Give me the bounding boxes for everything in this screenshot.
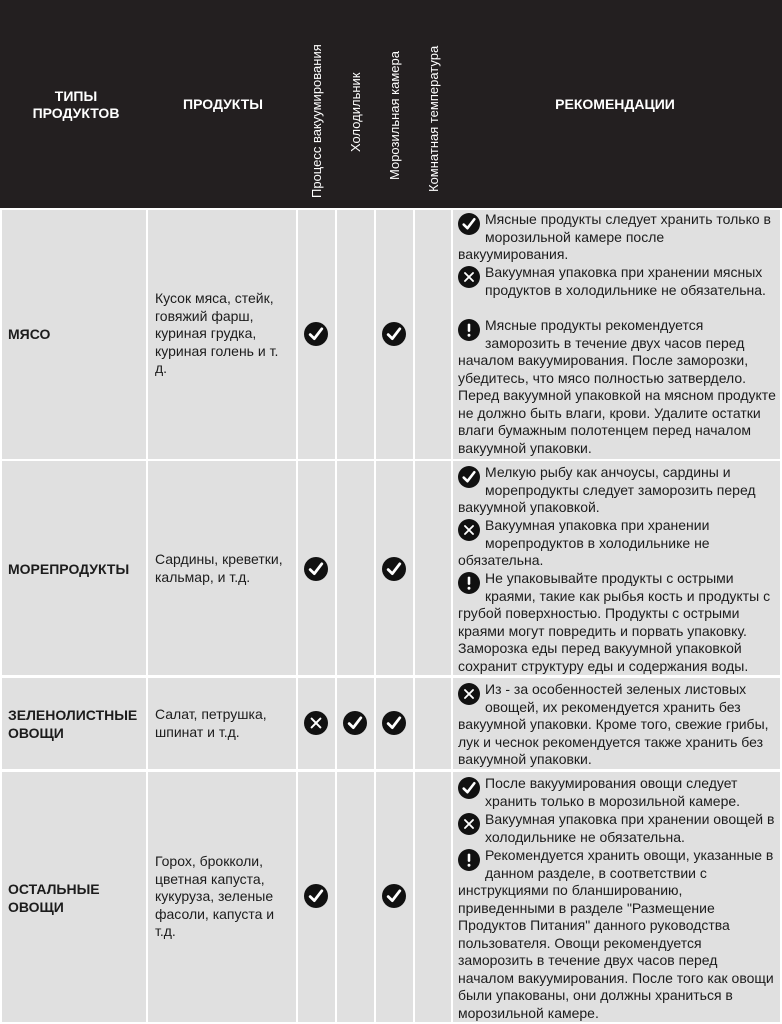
row-seafood-rec-1 bbox=[458, 464, 776, 517]
header-room-temp: Комнатная температура bbox=[426, 45, 441, 192]
header-products: ПРОДУКТЫ bbox=[183, 96, 263, 112]
row-seafood-rec-2 bbox=[458, 517, 776, 570]
row-meat-rec-1 bbox=[458, 211, 776, 264]
cross-icon bbox=[458, 683, 480, 705]
row-veg-rec-1 bbox=[458, 775, 776, 810]
row-greens-fridge-check-icon bbox=[343, 711, 367, 735]
check-icon bbox=[458, 466, 480, 488]
warning-icon bbox=[458, 319, 480, 341]
cross-icon bbox=[458, 266, 480, 288]
row-seafood-room-cell bbox=[415, 461, 451, 675]
row-veg-products: Горох, брокколи, цветная капуста, кукуруза, зеленые фасоли, капуста и т.д. bbox=[155, 853, 275, 939]
rec-text: После вакуумирования овощи следует хранить только в морозильной камере. bbox=[485, 775, 741, 809]
row-meat-rec-3 bbox=[458, 317, 776, 457]
row-veg-fridge-cell bbox=[337, 772, 374, 1022]
row-greens-category: ЗЕЛЕНОЛИСТНЫЕ ОВОЩИ bbox=[8, 707, 138, 741]
row-greens-vacuum-cross-icon bbox=[304, 711, 328, 735]
row-greens-rec-1 bbox=[458, 681, 776, 769]
row-greens-room-cell bbox=[415, 678, 451, 769]
rec-text: Мясные продукты следует хранить только в морозильной камере после вакуумирования. bbox=[458, 211, 771, 262]
row-seafood-vacuum-check-icon bbox=[304, 557, 328, 581]
header-fridge: Холодильник bbox=[348, 72, 363, 152]
row-meat-products: Кусок мяса, стейк, говяжий фарш, куриная грудка, куриная голень и т. д. bbox=[155, 290, 279, 376]
row-meat-category: МЯСО bbox=[8, 326, 51, 342]
header-recommendations: РЕКОМЕНДАЦИИ bbox=[555, 96, 675, 112]
row-veg-rec-3 bbox=[458, 847, 776, 1022]
check-icon bbox=[458, 213, 480, 235]
header-freezer: Морозильная камера bbox=[387, 51, 402, 180]
row-meat-vacuum-check-icon bbox=[304, 322, 328, 346]
rec-text: Вакуумная упаковка при хранении морепродуктов в холодильнике не обязательна. bbox=[458, 517, 710, 568]
warning-icon bbox=[458, 849, 480, 871]
rec-text: Не упаковывайте продукты с острыми краями, такие как рыбья кость и продукты с грубой поверхностью. Продукты с острыми краями могут повредить и порвать упаковку. Заморозка еды перед вакуумной упаковкой сохранит структуру еды и содержания воды. bbox=[458, 570, 771, 674]
row-veg-room-cell bbox=[415, 772, 451, 1022]
row-seafood-products: Сардины, креветки, кальмар, и т.д. bbox=[155, 551, 283, 585]
row-veg-vacuum-check-icon bbox=[304, 884, 328, 908]
rec-text: Рекомендуется хранить овощи, указанные в данном разделе, в соответствии с инструкциями по бланшированию, приведенными в разделе "Размещение Продуктов Питания" данного руководства пользователя. Овощи рекомендуется заморозить в течение двух часов перед началом вакуумирования. После того как овощи были упакованы, они должны храниться в морозильной камере. bbox=[458, 847, 774, 1021]
row-meat-rec-2 bbox=[458, 264, 776, 299]
cross-icon bbox=[458, 519, 480, 541]
check-icon bbox=[458, 777, 480, 799]
row-veg-category: ОСТАЛЬНЫЕ ОВОЩИ bbox=[8, 881, 100, 915]
row-meat-fridge-cell bbox=[337, 210, 374, 459]
warning-icon bbox=[458, 572, 480, 594]
row-seafood-rec-3 bbox=[458, 570, 776, 675]
rec-text: Мясные продукты рекомендуется заморозить в течение двух часов перед началом вакуумирования. После заморозки, убедитесь, что мясо полностью затвердело. Перед вакуумной упаковкой на мясном продукте не должно быть влаги, крови. Удалите остатки влаги бумажным полотенцем перед началом вакуумной упаковки. bbox=[458, 317, 776, 456]
row-seafood-fridge-cell bbox=[337, 461, 374, 675]
rec-text: Из - за особенностей зеленых листовых овощей, их рекомендуется хранить без вакуумной упаковки. Кроме того, свежие грибы, лук и чеснок рекомендуется также хранить без вакуумной упаковки. bbox=[458, 681, 769, 767]
row-veg-freezer-check-icon bbox=[382, 884, 406, 908]
row-seafood-freezer-check-icon bbox=[382, 557, 406, 581]
rec-text: Вакуумная упаковка при хранении овощей в холодильнике не обязательна. bbox=[485, 811, 775, 845]
header-vacuum: Процесс вакуумирования bbox=[309, 44, 324, 198]
cross-icon bbox=[458, 813, 480, 835]
row-meat-freezer-check-icon bbox=[382, 322, 406, 346]
rec-text: Вакуумная упаковка при хранении мясных продуктов в холодильнике не обязательна. bbox=[485, 264, 766, 298]
rec-text: Мелкую рыбу как анчоусы, сардины и морепродукты следует заморозить перед вакуумной упаковкой. bbox=[458, 464, 756, 515]
row-meat-room-cell bbox=[415, 210, 451, 459]
header-types: ТИПЫ ПРОДУКТОВ bbox=[32, 88, 120, 121]
row-veg-rec-2 bbox=[458, 811, 776, 846]
row-greens-freezer-check-icon bbox=[382, 711, 406, 735]
row-seafood-category: МОРЕПРОДУКТЫ bbox=[8, 561, 130, 577]
row-greens-products: Салат, петрушка, шпинат и т.д. bbox=[155, 706, 267, 740]
